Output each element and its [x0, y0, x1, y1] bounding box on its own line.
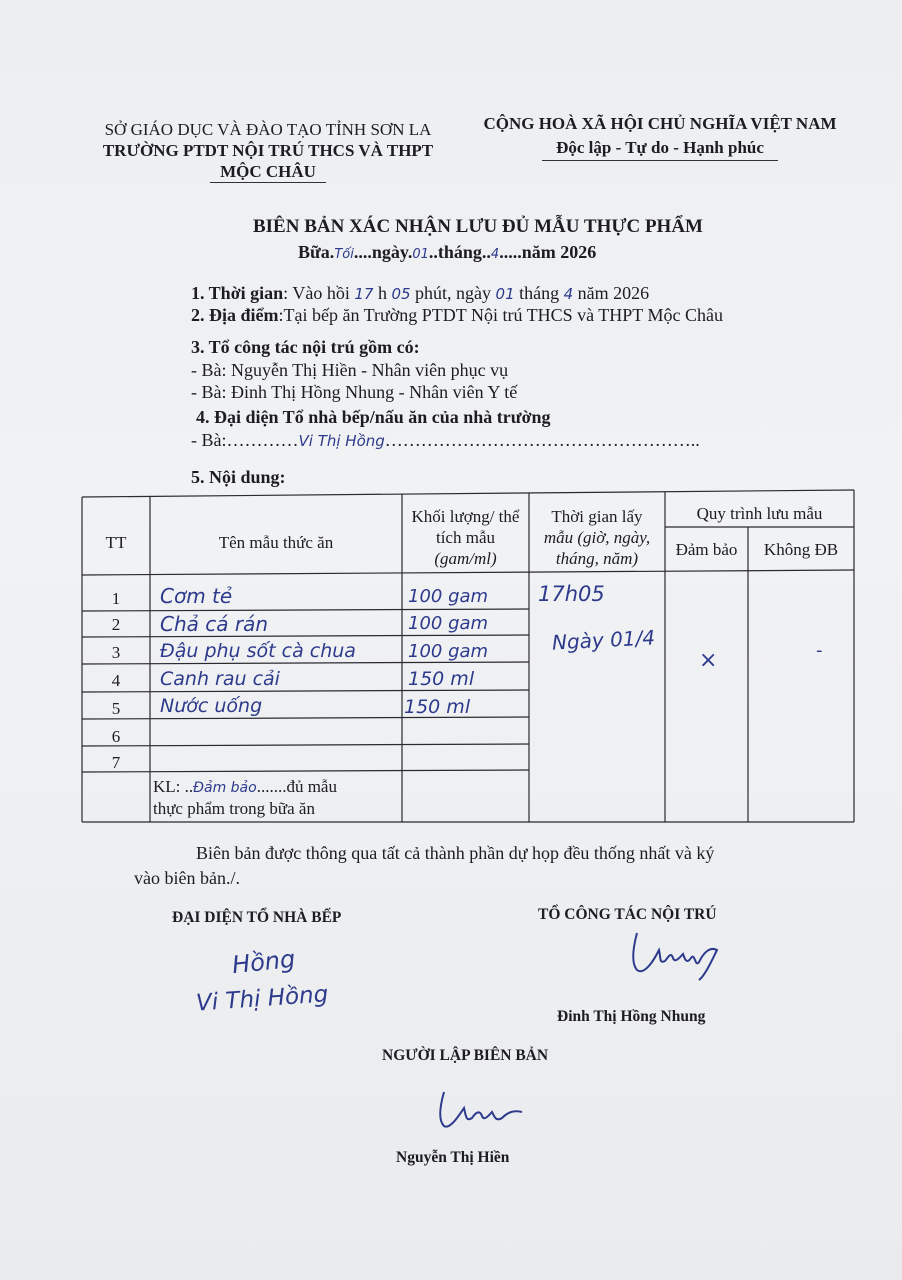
col-header-mass-2: tích mẫu — [435, 528, 495, 547]
team-signer-name: Đinh Thị Hồng Nhung — [557, 1008, 706, 1025]
day-value: 01 — [412, 247, 429, 262]
location-label: 2. Địa điểm — [191, 305, 279, 325]
school-name: TRƯỜNG PTDT NỘI TRÚ THCS VÀ THPT — [102, 141, 434, 160]
department-name: SỞ GIÁO DỤC VÀ ĐÀO TẠO TỈNH SƠN LA — [104, 120, 432, 139]
kitchen-name-handwritten: Vi Thị Hồng — [195, 981, 330, 1017]
kitchen-rep-title: ĐẠI DIỆN TỔ NHÀ BẾP — [172, 909, 342, 926]
time-text-e: năm 2026 — [577, 283, 650, 303]
col-header-mass — [402, 506, 529, 569]
team-member-2: - Bà: Đinh Thị Hồng Nhung - Nhân viên Y tế — [191, 382, 518, 402]
subtitle-nam: .....năm 2026 — [499, 242, 597, 262]
table-row-2-tt: 2 — [111, 615, 121, 634]
col-header-time — [529, 506, 665, 569]
col-header-mass-3: (gam/ml) — [434, 549, 497, 568]
table-row-2-mass: 100 gam — [408, 613, 489, 634]
kitchen-rep-dots-a: ………… — [226, 430, 299, 450]
time-label: 1. Thời gian — [191, 283, 284, 303]
location-text: :Tại bếp ăn Trường PTDT Nội trú THCS và THPT Mộc Châu — [278, 305, 723, 325]
ok-mark: × — [699, 648, 718, 673]
month-value: 4 — [490, 247, 500, 262]
time-text-a: : Vào hồi — [283, 283, 350, 303]
kitchen-rep-dots-b: …………………………………………….. — [384, 430, 700, 450]
maker-title: NGƯỜI LẬP BIÊN BẢN — [382, 1047, 549, 1064]
subtitle-thang: ..tháng.. — [428, 242, 491, 262]
time-minute: 05 — [391, 285, 411, 303]
subtitle-prefix: Bữa. — [298, 242, 335, 262]
table-row-4-tt: 4 — [111, 671, 121, 690]
table-row-3-mass: 100 gam — [408, 641, 489, 662]
col-header-process: Quy trình lưu mẫu — [696, 504, 823, 523]
col-header-mass-1: Khối lượng/ thể — [411, 507, 520, 526]
table-row-5-tt: 5 — [111, 699, 121, 718]
table-row-1-name: Cơm tẻ — [160, 584, 233, 608]
team-member-1: - Bà: Nguyễn Thị Hiền - Nhân viên phục vụ — [191, 360, 509, 380]
table-row-3-tt: 3 — [111, 643, 121, 662]
table-row-1-mass: 100 gam — [408, 586, 489, 607]
table-row-6-tt: 6 — [111, 727, 121, 746]
table-row-5-name: Nước uống — [160, 695, 263, 717]
time-text-c: phút, ngày — [415, 283, 492, 303]
kitchen-rep-name: Vi Thị Hồng — [298, 432, 385, 450]
col-header-time-2-text: mẫu (giờ, ngày, — [543, 528, 651, 547]
time-text-d: tháng — [519, 283, 560, 303]
col-header-notok: Không ĐB — [763, 540, 839, 559]
time-text-b: h — [377, 283, 387, 303]
subtitle-ngay: ....ngày. — [353, 242, 413, 262]
col-header-time-1: Thời gian lấy — [551, 507, 643, 526]
time-hour: 17 — [354, 285, 374, 303]
col-header-time-2 — [529, 527, 665, 548]
table-row-5-mass: 150 ml — [404, 696, 471, 718]
table-row-7-tt: 7 — [111, 753, 121, 772]
conclusion-suffix: .......đủ mẫu — [256, 777, 337, 796]
meal-value: Tối — [334, 247, 354, 262]
closing-line2: vào biên bản./. — [134, 868, 240, 888]
table-row-1-tt: 1 — [111, 589, 121, 608]
country-name: CỘNG HOÀ XÃ HỘI CHỦ NGHĨA VIỆT NAM — [483, 114, 837, 133]
conclusion-line2: thực phẩm trong bữa ăn — [153, 799, 315, 818]
col-header-name: Tên mẫu thức ăn — [218, 533, 334, 552]
closing-line1: Biên bản được thông qua tất cả thành phần dự họp đều thống nhất và ký — [196, 843, 715, 863]
sample-time-line2: Ngày 01/4 — [551, 625, 656, 655]
document-title: BIÊN BẢN XÁC NHẬN LƯU ĐỦ MẪU THỰC PHẨM — [252, 216, 703, 237]
team-signature — [625, 928, 735, 983]
team-title: TỔ CÔNG TÁC NỘI TRÚ — [538, 906, 717, 923]
col-header-ok: Đảm bảo — [675, 540, 738, 559]
kitchen-rep-prefix: - Bà: — [191, 430, 227, 450]
section-kitchen-label: 4. Đại diện Tổ nhà bếp/nấu ăn của nhà trường — [196, 407, 551, 427]
time-day: 01 — [495, 285, 515, 303]
maker-signature — [430, 1088, 530, 1133]
sample-time-line1: 17h05 — [538, 582, 605, 606]
col-header-tt: TT — [105, 533, 127, 552]
motto-text: Độc lập - Tự do - Hạnh phúc — [542, 138, 778, 161]
conclusion-prefix: KL: .. — [153, 777, 194, 796]
table-row-4-mass: 150 ml — [408, 668, 475, 690]
kitchen-signature: Hồng — [230, 944, 297, 980]
table-row-4-name: Canh rau cải — [160, 668, 280, 690]
conclusion-line1 — [153, 777, 337, 797]
time-month: 4 — [563, 285, 574, 303]
notok-mark: - — [816, 640, 823, 661]
col-header-time-3: tháng, năm) — [555, 549, 639, 568]
school-location: MỘC CHÂU — [210, 162, 326, 183]
table-row-2-name: Chả cá rán — [160, 612, 269, 636]
section-content-label: 5. Nội dung: — [191, 467, 286, 487]
section-team-label: 3. Tổ công tác nội trú gồm có: — [191, 337, 420, 357]
table-row-3-name: Đậu phụ sốt cà chua — [160, 640, 356, 662]
maker-name: Nguyễn Thị Hiền — [396, 1149, 510, 1166]
conclusion-value: Đảm bảo — [193, 780, 257, 796]
